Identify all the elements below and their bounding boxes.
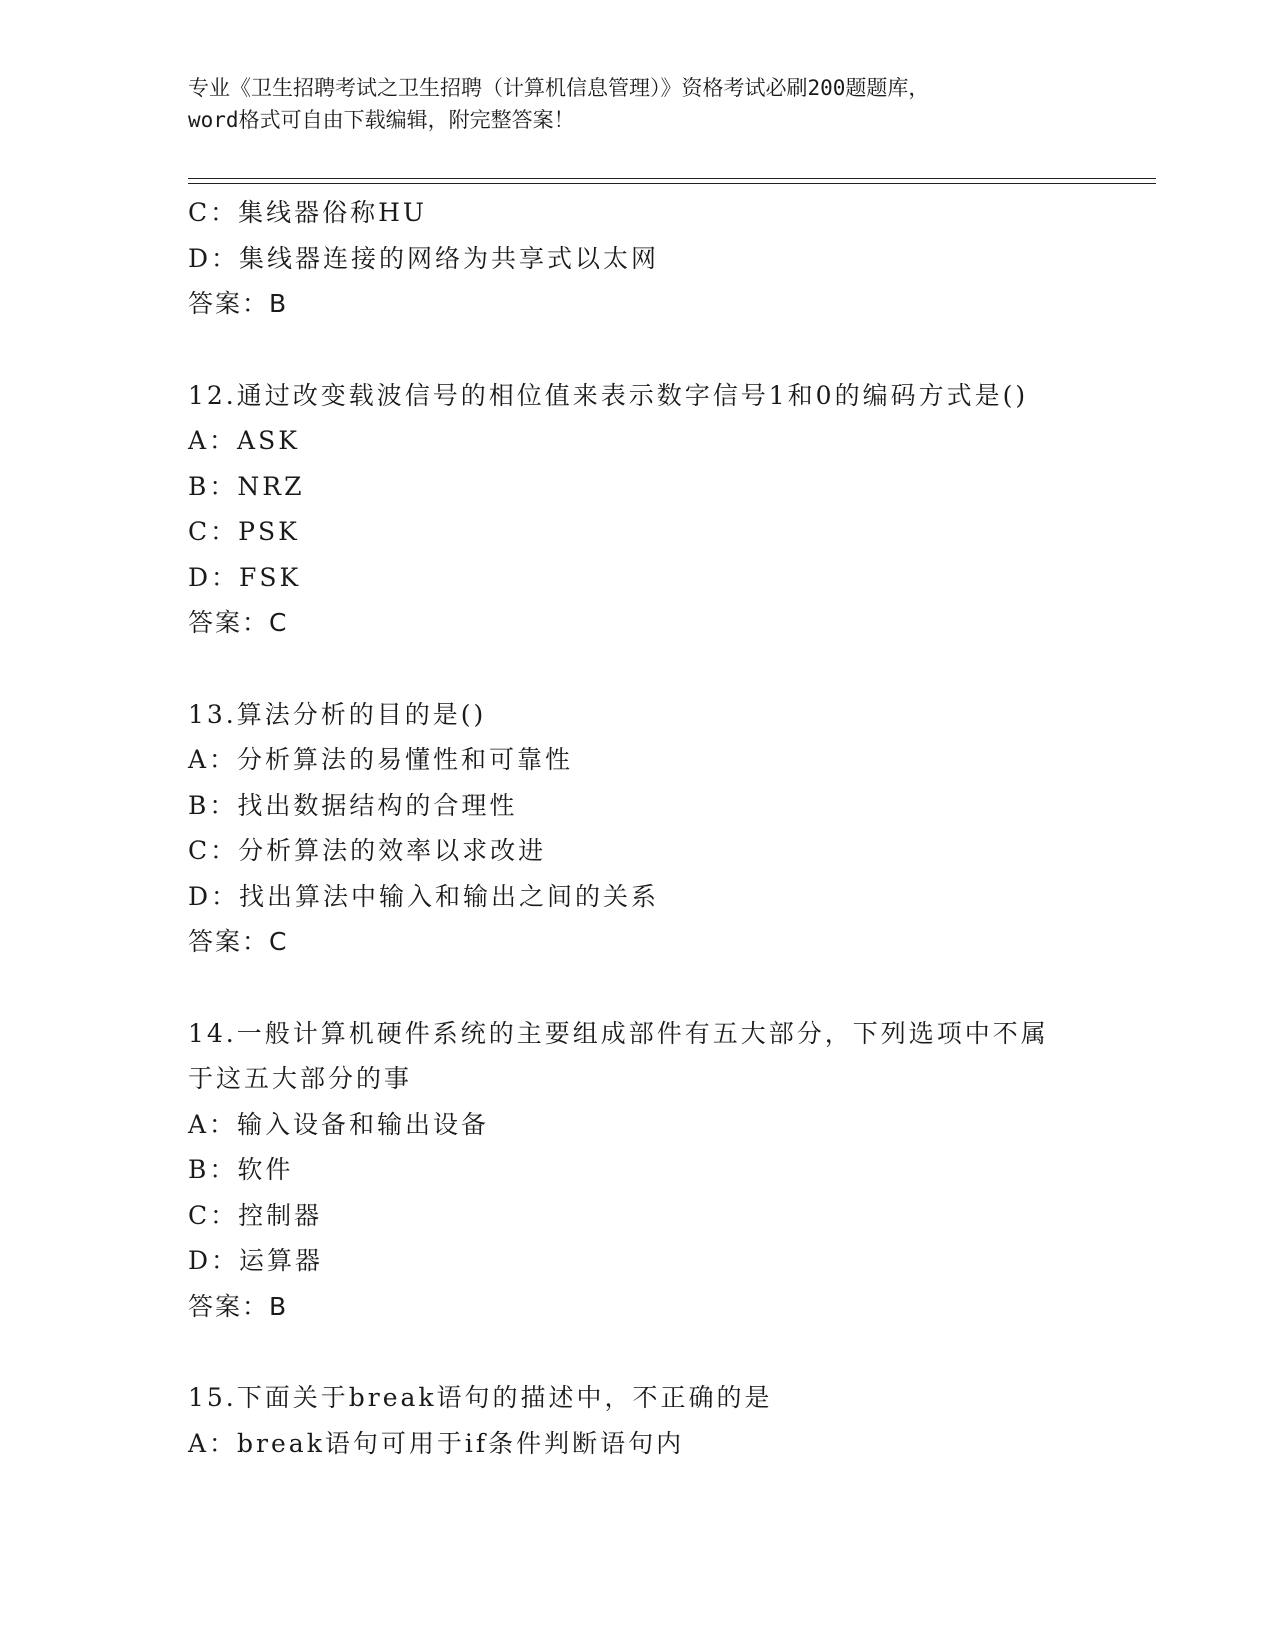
option-a: A：输入设备和输出设备 [188,1109,490,1139]
header-divider-bottom [188,183,1156,184]
spacer [188,646,1088,692]
question-text: 15.下面关于break语句的描述中，不正确的是 [188,1383,773,1412]
option-d: D：集线器连接的网络为共享式以太网 [188,243,660,273]
question-text-continued: 于这五大部分的事 [188,1064,413,1093]
question-text: 14.一般计算机硬件系统的主要组成部件有五大部分，下列选项中不属 [188,1018,1049,1048]
question-text: 12.通过改变载波信号的相位值来表示数字信号1和0的编码方式是() [188,380,1029,410]
option-c: C：分析算法的效率以求改进 [188,836,547,865]
option-d: D：找出算法中输入和输出之间的关系 [188,881,660,911]
document-header [188,72,1088,136]
option-d: D：运算器 [188,1246,324,1275]
option-c: C：控制器 [188,1200,323,1230]
answer: 答案：C [188,608,289,637]
option-c: C：PSK [188,517,300,546]
option-a: A：break语句可用于if条件判断语句内 [188,1428,685,1458]
question-block [188,692,1088,965]
question-block [188,1375,1088,1466]
header-title-line-1: 专业《卫生招聘考试之卫生招聘（计算机信息管理）》资格考试必刷200题题库， [188,76,930,100]
option-b: B：NRZ [188,471,305,501]
option-b: B：软件 [188,1155,294,1184]
header-title-line-2: word格式可自由下载编辑，附完整答案！ [188,108,575,132]
question-block [188,1011,1088,1330]
question-block [188,373,1088,646]
header-divider-top [188,178,1156,179]
question-text: 13.算法分析的目的是() [188,699,487,729]
spacer [188,965,1088,1011]
spacer [188,1329,1088,1375]
question-block [188,190,1088,327]
answer: 答案：C [188,927,289,956]
option-c: C：集线器俗称HU [188,198,428,227]
answer: 答案：B [188,1291,289,1321]
question-list [188,190,1088,1466]
option-b: B：找出数据结构的合理性 [188,790,518,820]
option-d: D：FSK [188,562,302,592]
option-a: A：ASK [188,426,300,455]
option-a: A：分析算法的易懂性和可靠性 [188,745,574,774]
answer: 答案：B [188,289,289,318]
spacer [188,327,1088,373]
